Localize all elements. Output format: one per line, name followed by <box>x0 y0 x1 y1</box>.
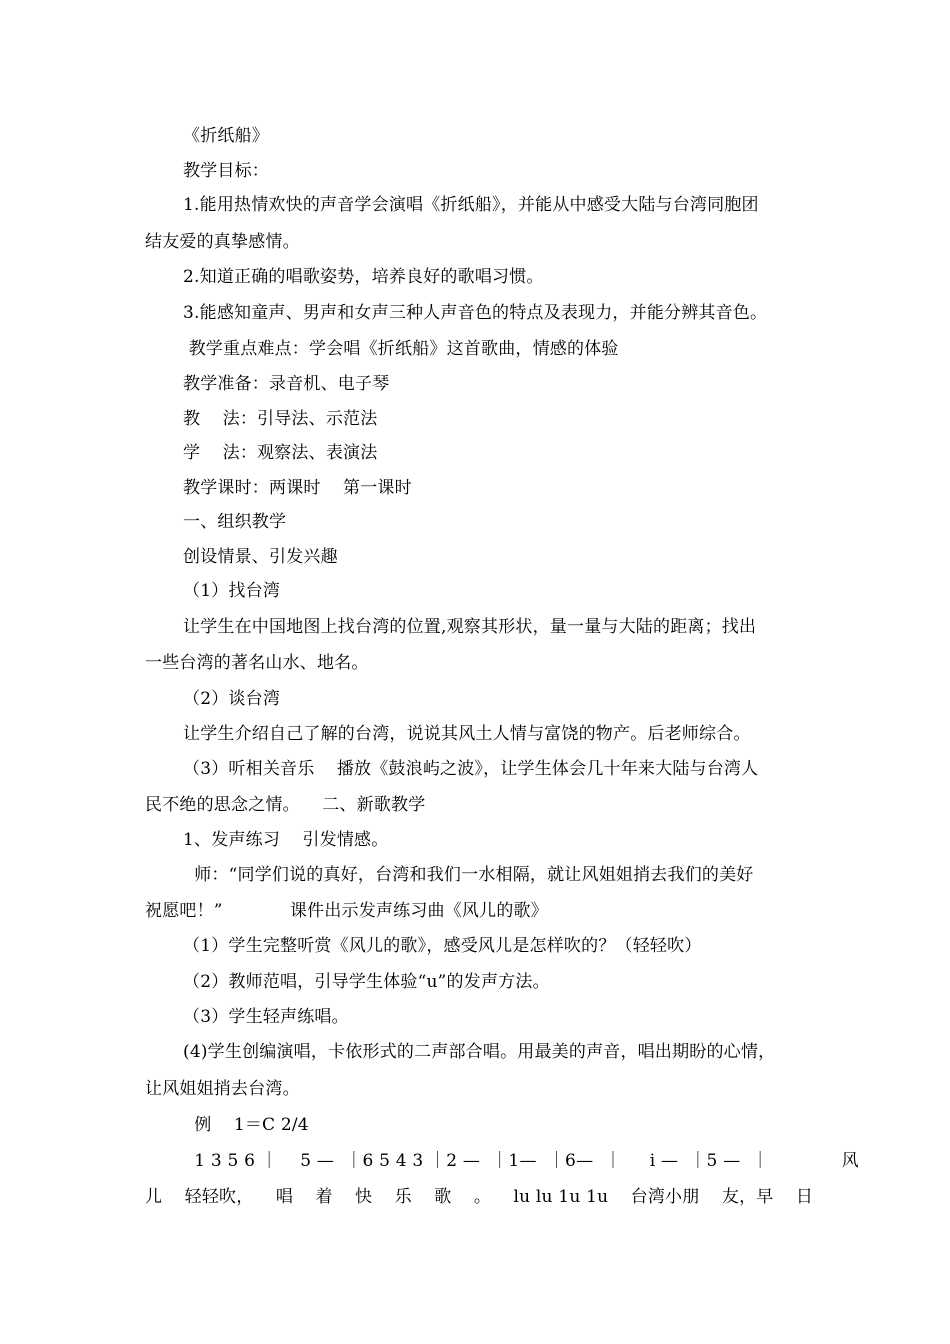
text-line: 教学重点难点：学会唱《折纸船》这首歌曲，情感的体验 <box>183 339 619 359</box>
text-line: 民不绝的思念之情。 二、新歌教学 <box>145 795 426 815</box>
text-line: 让学生在中国地图上找台湾的位置,观察其形状，量一量与大陆的距离；找出 <box>183 617 757 637</box>
text-line: （3）学生轻声练唱。 <box>183 1007 349 1027</box>
lyrics-line: 儿 轻轻吹， 唱 着 快 乐 歌 。 lu lu 1u 1u 台湾小朋 友，早 日 <box>145 1187 814 1207</box>
text-line: 教 法：引导法、示范法 <box>183 409 378 429</box>
text-line: 结友爱的真挚感情。 <box>145 232 300 252</box>
text-line: 一些台湾的著名山水、地名。 <box>145 653 369 673</box>
text-line: 让风姐姐捎去台湾。 <box>145 1079 300 1099</box>
text-line: 教学目标： <box>183 161 269 181</box>
text-line: 1.能用热情欢快的声音学会演唱《折纸船》，并能从中感受大陆与台湾同胞团 <box>183 195 759 215</box>
title-line: 《折纸船》 <box>183 126 269 146</box>
text-line: 2.知道正确的唱歌姿势，培养良好的歌唱习惯。 <box>183 267 544 287</box>
text-line: （2）教师范唱，引导学生体验“u”的发声方法。 <box>183 972 550 992</box>
text-line: 学 法：观察法、表演法 <box>183 443 378 463</box>
text-line: (4)学生创编演唱，卡依形式的二声部合唱。用最美的声音，唱出期盼的心情， <box>183 1042 776 1062</box>
text-line: 师：“同学们说的真好，台湾和我们一水相隔，就让风姐姐捎去我们的美好 <box>183 865 754 885</box>
text-line: 让学生介绍自己了解的台湾，说说其风土人情与富饶的物产。后老师综合。 <box>183 724 751 744</box>
text-line: （1）学生完整听赏《风儿的歌》，感受风儿是怎样吹的？（轻轻吹） <box>183 936 702 956</box>
text-line: 1、发声练习 引发情感。 <box>183 830 389 850</box>
text-line: （2）谈台湾 <box>183 689 281 709</box>
music-example-label: 例 1＝C 2/4 <box>183 1115 309 1135</box>
text-line: （3）听相关音乐 播放《鼓浪屿之波》，让学生体会几十年来大陆与台湾人 <box>183 759 759 779</box>
text-line: 教学准备：录音机、电子琴 <box>183 374 390 394</box>
section-heading: 一、组织教学 <box>183 512 287 532</box>
text-line: 祝愿吧！” 课件出示发声练习曲《风儿的歌》 <box>145 901 548 921</box>
text-line: 教学课时：两课时 第一课时 <box>183 478 412 498</box>
text-line: 3.能感知童声、男声和女声三种人声音色的特点及表现力，并能分辨其音色。 <box>183 303 768 323</box>
text-line: （1）找台湾 <box>183 581 281 601</box>
music-notation-line: 1 3 5 6 ｜ 5 — ｜6 5 4 3 ｜2 — ｜1— ｜6— ｜ i — ｜5 — ｜ 风 <box>183 1151 859 1171</box>
text-line: 创设情景、引发兴趣 <box>183 547 338 567</box>
